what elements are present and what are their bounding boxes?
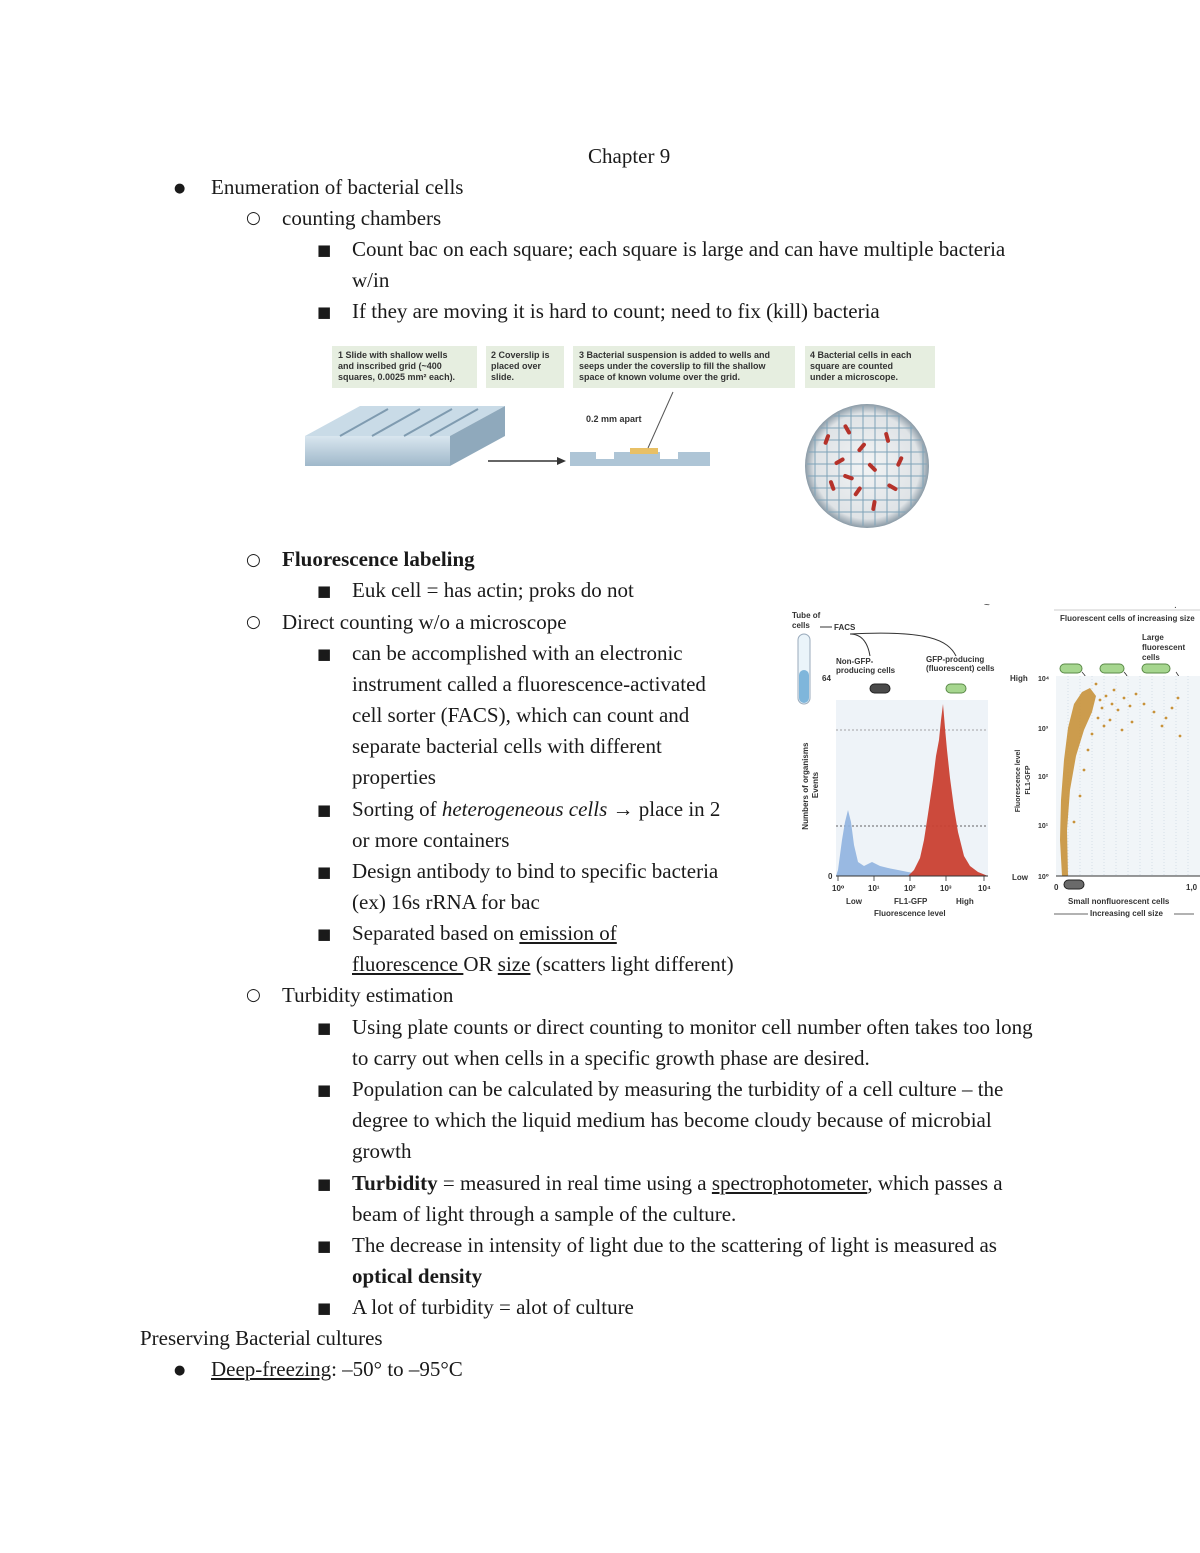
facs-histogram-figure [788,600,1000,922]
list-item-population: Population can be calculated by measuring the turbidity of a cell culture – the [352,1077,1004,1101]
x-ticks [838,876,984,881]
list-item-count-bac: Count bac on each square; each square is large and can have multiple bacteria [352,237,1006,261]
nonfluorescent-cell-icon [1064,880,1084,889]
step4-caption: 4 Bacterial cells in each square are counted under a microscope. [810,350,912,382]
list-item-direct-counting: Direct counting w/o a microscope [282,610,567,634]
bullet-open-circle: ○ [246,550,261,570]
gfp-label: GFP-producing (fluorescent) cells [926,655,995,673]
list-item-facs-line2: instrument called a fluorescence-activated [352,672,706,696]
gfp-cell-icon [946,684,966,693]
bullet-open-circle: ○ [246,612,261,632]
test-tube-icon [798,634,810,704]
x-high-label: High [956,897,974,906]
plot-area [836,700,988,876]
list-item-decrease-cont: optical density [352,1264,483,1288]
list-item-design-antibody: Design antibody to bind to specific bacteria [352,859,719,883]
bullet-square: ■ [317,925,332,943]
bullet-square: ■ [317,1299,332,1317]
list-item-facs-line3: cell sorter (FACS), which can count and [352,703,690,727]
section-heading-preserving: Preserving Bacterial cultures [140,1326,383,1350]
x-axis-label-2: Increasing cell size [1090,909,1163,918]
bullet-square: ■ [317,582,332,600]
bullet-square: ■ [317,1081,332,1099]
bullet-open-circle: ○ [246,985,261,1005]
list-item-count-bac-cont: w/in [352,268,390,292]
chamber-side-view [570,448,710,466]
bullet-square: ■ [317,645,332,663]
list-item-enumeration: Enumeration of bacterial cells [211,175,464,199]
list-item-moving: If they are moving it is hard to count; need to fix (kill) bacteria [352,299,880,323]
list-item-population-cont2: growth [352,1139,412,1163]
y-axis-label: Numbers of organisms Events [801,742,820,830]
list-item-turbidity-def: Turbidity = measured in real time using a spectrophotometer, which passes a [352,1171,1003,1195]
cell-icon-medium [1100,664,1124,673]
cell-icon-small [1060,664,1082,673]
arrowhead-icon [557,457,566,465]
list-item-separated-cont: fluorescence OR size (scatters light different) [352,952,734,976]
list-item-fluorescence-labeling: Fluorescence labeling [282,547,475,571]
counting-chamber-figure [300,344,940,528]
y-tick-top: 64 [822,674,831,683]
list-item-facs-line1: can be accomplished with an electronic [352,641,683,665]
list-item-plate-counts-cont: to carry out when cells in a specific growth phase are desired. [352,1046,870,1070]
slide-illustration [305,406,505,466]
list-item-population-cont1: degree to which the liquid medium has become cloudy because of microbial [352,1108,992,1132]
bullet-square: ■ [317,1175,332,1193]
x-zero-label: 0 [1054,883,1059,892]
bullet-open-circle: ○ [246,208,261,228]
tube-label: Tube of cells [792,611,821,630]
y-tick-bottom: 0 [828,872,833,881]
facs-curve-right [850,633,956,656]
cell-icon-large [1142,664,1170,673]
large-cells-label: Large fluorescent cells [1142,633,1186,662]
facs-curve-left [850,634,870,656]
non-gfp-cell-icon [870,684,890,693]
x-axis-label: Small nonfluorescent cells [1068,897,1170,906]
list-item-alot: A lot of turbidity = alot of culture [352,1295,634,1319]
bullet-square: ■ [317,241,332,259]
bullet-filled-circle: ● [174,1363,186,1378]
list-item-design-antibody-cont: (ex) 16s rRNA for bac [352,890,540,914]
facs-label: FACS [834,623,856,632]
list-item-facs-line4: separate bacterial cells with different [352,734,662,758]
bullet-square: ■ [317,801,332,819]
y-axis-label: Fluorescence level FL1-GFP [1015,749,1032,813]
list-item-facs-line5: properties [352,765,436,789]
y-high-label: High [1010,674,1028,683]
bullet-square: ■ [317,1019,332,1037]
list-item-separated: Separated based on emission of [352,921,617,945]
x-tick-labels: 10⁰ 10¹ 10² 10³ 10⁴ [832,884,991,893]
y-tick-labels: 10⁴ 10³ 10² 10¹ 10⁰ [1038,676,1050,881]
bullet-filled-circle: ● [174,181,186,196]
list-item-turbidity-estimation: Turbidity estimation [282,983,454,1007]
list-item-decrease: The decrease in intensity of light due to the scattering of light is measured as [352,1233,997,1257]
bullet-square: ■ [317,303,332,321]
list-item-sorting: Sorting of heterogeneous cells → place in 2 [352,797,721,821]
x-mid-label: FL1-GFP [894,897,928,906]
step1-caption: 1 Slide with shallow wells and inscribed grid (~400 squares, 0.0025 mm² each). [338,350,456,382]
list-item-turbidity-def-cont: beam of light through a sample of the culture. [352,1202,737,1226]
x-axis-label: Fluorescence level [874,909,946,918]
gap-pointer [648,392,673,448]
list-item-sorting-cont: or more containers [352,828,510,852]
top-mark: . [1174,600,1177,611]
top-mark: ~ [984,600,990,611]
step2-caption: 2 Coverslip is placed over slide. [491,350,550,382]
x-right-label: 1,0 [1186,883,1198,892]
page-title: Chapter 9 [588,144,671,168]
gap-label: 0.2 mm apart [586,414,642,424]
bullet-square: ■ [317,1237,332,1255]
non-gfp-label: Non-GFP- producing cells [836,657,896,675]
magnified-grid-circle [805,404,929,528]
x-low-label: Low [846,897,862,906]
y-low-label: Low [1012,873,1028,882]
scatter-title: Fluorescent cells of increasing size [1060,614,1195,623]
size-scatter-figure [1004,600,1200,922]
bullet-square: ■ [317,863,332,881]
list-item-euk-cell: Euk cell = has actin; proks do not [352,578,634,602]
list-item-plate-counts: Using plate counts or direct counting to monitor cell number often takes too long [352,1015,1033,1039]
step3-caption: 3 Bacterial suspension is added to wells and seeps under the coverslip to fill the shallow space of known volume over the grid. [579,350,771,382]
list-item-counting-chambers: counting chambers [282,206,442,230]
list-item-deep-freezing: Deep-freezing: –50° to –95°C [211,1357,463,1381]
